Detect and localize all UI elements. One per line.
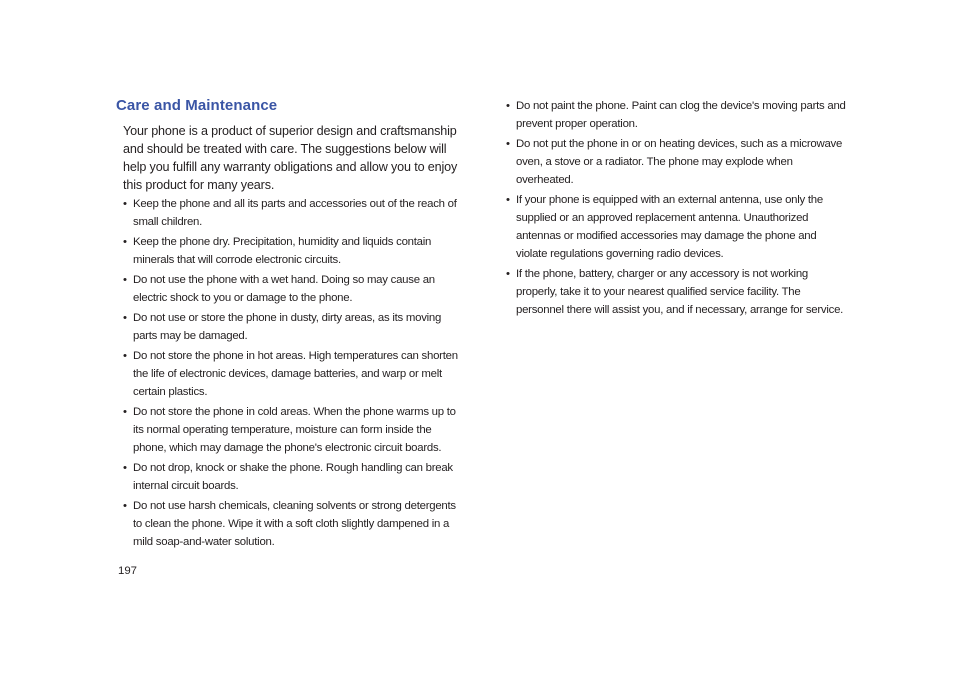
bullet-icon: • [506,138,510,150]
care-tips-list-left [123,195,467,553]
list-item-text: Do not use harsh chemicals, cleaning solvents or strong detergents to clean the phone. Wipe it with a soft cloth slightly dampened in a mild soap-and-water solution. [133,500,456,548]
list-item [123,497,467,551]
list-item-text: Do not store the phone in cold areas. When the phone warms up to its normal operating temperature, moisture can form inside the phone, which may damage the phone's electronic circuit boards. [133,406,456,454]
list-item [123,233,467,269]
bullet-icon: • [123,500,127,512]
bullet-icon: • [506,194,510,206]
bullet-icon: • [123,406,127,418]
list-item [123,309,467,345]
list-item-text: Do not use the phone with a wet hand. Doing so may cause an electric shock to you or damage to the phone. [133,274,435,304]
list-item-text: Do not store the phone in hot areas. High temperatures can shorten the life of electronic devices, damage batteries, and warp or melt certain plastics. [133,350,458,398]
list-item [506,191,850,263]
bullet-icon: • [123,312,127,324]
bullet-icon: • [123,462,127,474]
list-item [123,271,467,307]
page-number: 197 [118,565,138,577]
intro-paragraph: Your phone is a product of superior design and craftsmanship and should be treated with care. The suggestions below will help you fulfill any warranty obligations and allow you to enjoy this product for many years. [123,124,458,192]
list-item-text: If the phone, battery, charger or any accessory is not working properly, take it to your nearest qualified service facility. The personnel there will assist you, and if necessary, arrange for service. [516,268,844,316]
list-item-text: Do not use or store the phone in dusty, dirty areas, as its moving parts may be damaged. [133,312,442,342]
section-heading: Care and Maintenance [116,97,278,114]
list-item-text: If your phone is equipped with an external antenna, use only the supplied or an approved replacement antenna. Unauthorized antennas or modified accessories may damage the phone and violate regulations governing radio devices. [516,194,823,260]
care-tips-list-right [506,97,850,321]
bullet-icon: • [123,198,127,210]
list-item-text: Do not paint the phone. Paint can clog the device's moving parts and prevent proper operation. [516,100,846,130]
list-item-text: Keep the phone and all its parts and accessories out of the reach of small children. [133,198,457,228]
list-item [506,135,850,189]
list-item [123,347,467,401]
list-item [123,403,467,457]
list-item [123,459,467,495]
list-item-text: Keep the phone dry. Precipitation, humidity and liquids contain minerals that will corrode electronic circuits. [133,236,432,266]
bullet-icon: • [506,268,510,280]
bullet-icon: • [123,236,127,248]
list-item-text: Do not put the phone in or on heating devices, such as a microwave oven, a stove or a radiator. The phone may explode when overheated. [516,138,843,186]
bullet-icon: • [506,100,510,112]
list-item-text: Do not drop, knock or shake the phone. Rough handling can break internal circuit boards. [133,462,453,492]
bullet-icon: • [123,274,127,286]
bullet-icon: • [123,350,127,362]
list-item [123,195,467,231]
list-item [506,265,850,319]
list-item [506,97,850,133]
